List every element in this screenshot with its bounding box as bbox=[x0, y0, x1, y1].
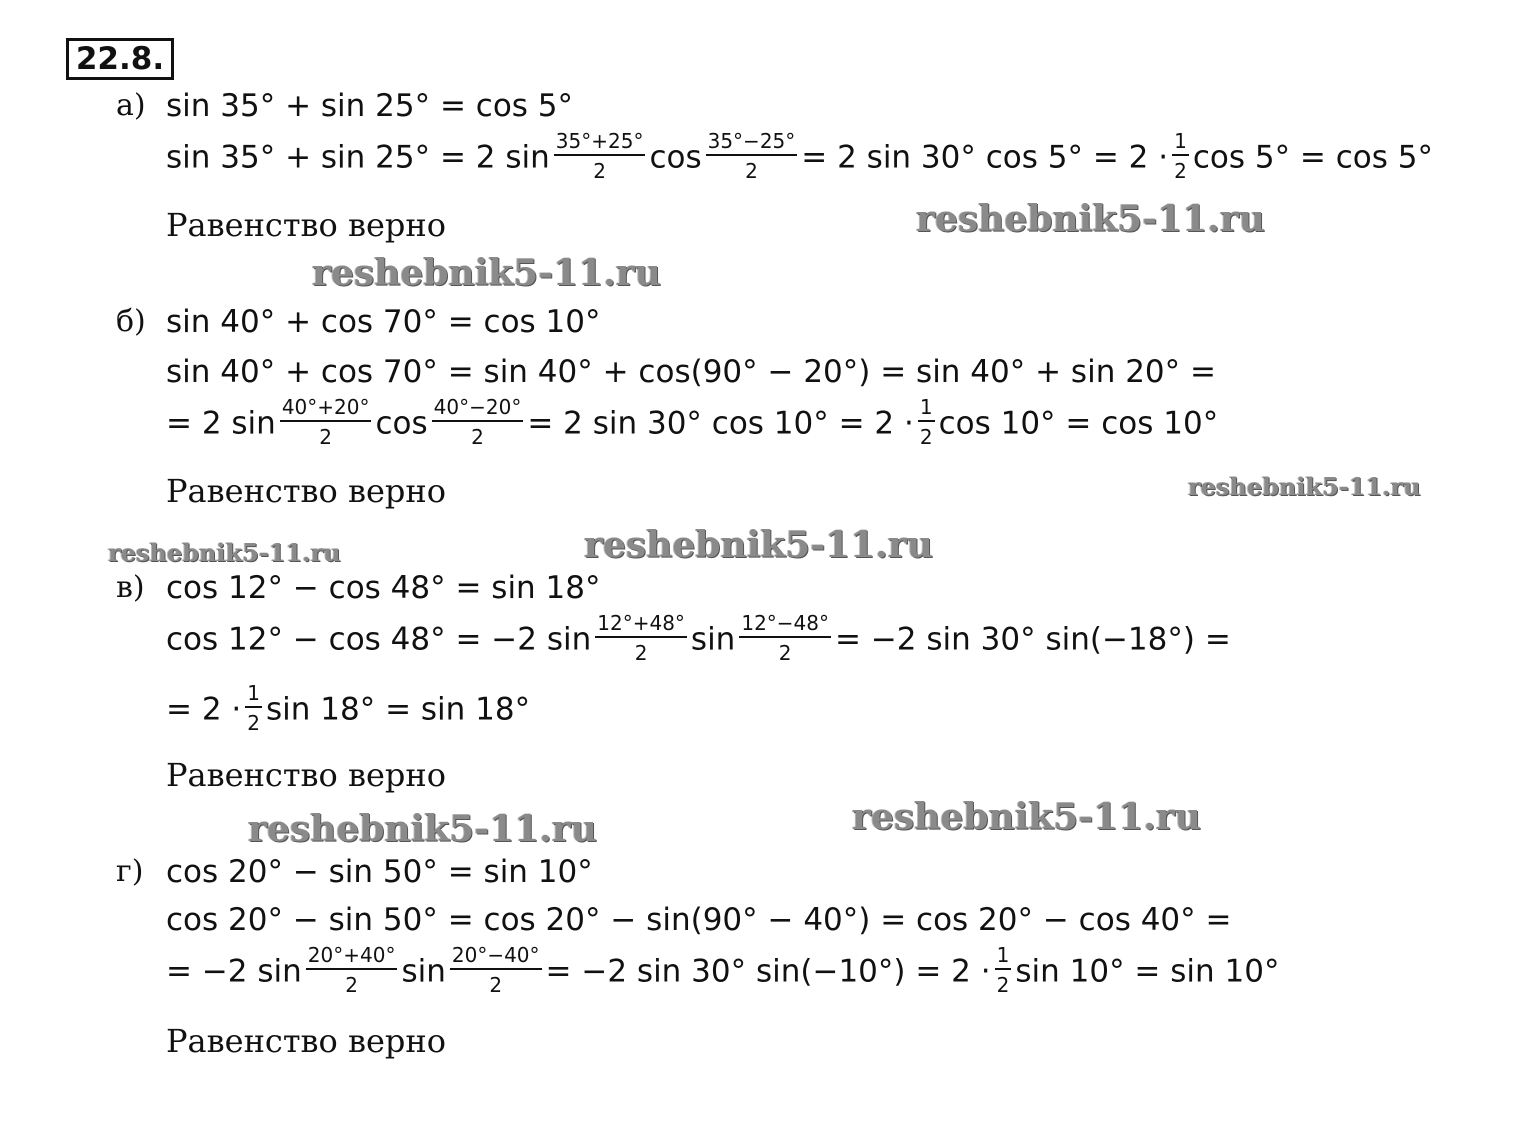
part-b-letter: б) bbox=[116, 304, 146, 339]
part-g-l2-mid2: = −2 sin 30° sin(−10°) = 2 · bbox=[545, 953, 991, 990]
part-a-l1-post: cos 5° = cos 5° bbox=[1192, 139, 1433, 176]
fraction bbox=[280, 395, 372, 449]
problem-number: 22.8. bbox=[66, 38, 174, 80]
fraction-denominator: 2 bbox=[778, 641, 792, 665]
fraction-numerator: 20°+40° bbox=[306, 943, 398, 970]
part-v-letter: в) bbox=[116, 570, 145, 605]
part-g-solution-line-1: cos 20° − sin 50° = cos 20° − sin(90° − 40°) = cos 20° − cos 40° = bbox=[166, 902, 1232, 938]
fraction bbox=[739, 611, 831, 665]
fraction-denominator: 2 bbox=[247, 711, 260, 735]
part-a-solution-line bbox=[166, 129, 1433, 186]
part-a-conclusion: Равенство верно bbox=[166, 206, 446, 244]
fraction-numerator: 1 bbox=[995, 943, 1012, 970]
watermark: reshebnik5-11.ru bbox=[312, 252, 661, 294]
part-g-l2-post: sin 10° = sin 10° bbox=[1015, 953, 1280, 990]
part-a-statement: sin 35° + sin 25° = cos 5° bbox=[166, 88, 574, 124]
part-v-l1-post: = −2 sin 30° sin(−18°) = bbox=[835, 621, 1231, 658]
part-v-l2-pre: = 2 · bbox=[166, 691, 242, 728]
part-a-letter: а) bbox=[116, 88, 146, 123]
part-g-statement: cos 20° − sin 50° = sin 10° bbox=[166, 854, 593, 890]
part-v-l1-pre: cos 12° − cos 48° = −2 sin bbox=[166, 621, 592, 658]
fraction bbox=[306, 943, 398, 997]
part-b-statement: sin 40° + cos 70° = cos 10° bbox=[166, 304, 601, 340]
fraction bbox=[995, 943, 1012, 997]
fraction bbox=[1172, 129, 1189, 183]
part-v-conclusion: Равенство верно bbox=[166, 756, 446, 794]
fraction bbox=[918, 395, 935, 449]
part-b-l2-post: cos 10° = cos 10° bbox=[938, 405, 1219, 442]
watermark: reshebnik5-11.ru bbox=[248, 808, 597, 850]
fraction-denominator: 2 bbox=[996, 973, 1010, 997]
fraction-denominator: 2 bbox=[634, 641, 648, 665]
part-b-l2-mid1: cos bbox=[375, 405, 428, 442]
part-g-l2-mid1: sin bbox=[401, 953, 446, 990]
part-v-l2-post: sin 18° = sin 18° bbox=[266, 691, 531, 728]
part-a-l1-mid1: cos bbox=[649, 139, 702, 176]
part-a-l1-pre: sin 35° + sin 25° = 2 sin bbox=[166, 139, 550, 176]
fraction-denominator: 2 bbox=[1174, 159, 1187, 183]
fraction-numerator: 40°+20° bbox=[280, 395, 372, 422]
part-v-solution-line-1 bbox=[166, 611, 1231, 668]
part-g-solution-line-2 bbox=[166, 943, 1280, 1000]
fraction bbox=[245, 681, 262, 735]
part-g-conclusion: Равенство верно bbox=[166, 1022, 446, 1060]
part-v-l1-mid1: sin bbox=[690, 621, 736, 658]
part-g-l2-pre: = −2 sin bbox=[166, 953, 302, 990]
fraction-denominator: 2 bbox=[745, 159, 758, 183]
part-v-solution-line-2 bbox=[166, 681, 531, 738]
fraction bbox=[432, 395, 524, 449]
fraction-denominator: 2 bbox=[919, 425, 933, 449]
fraction-numerator: 12°+48° bbox=[595, 611, 687, 638]
part-b-conclusion: Равенство верно bbox=[166, 472, 446, 510]
fraction-numerator: 20°−40° bbox=[450, 943, 542, 970]
fraction-numerator: 35°−25° bbox=[706, 129, 798, 156]
part-g-letter: г) bbox=[116, 854, 144, 889]
part-b-solution-line-2 bbox=[166, 395, 1219, 452]
fraction bbox=[595, 611, 687, 665]
fraction-denominator: 2 bbox=[489, 973, 503, 997]
watermark: reshebnik5-11.ru bbox=[916, 198, 1265, 240]
fraction-denominator: 2 bbox=[345, 973, 358, 997]
part-b-solution-line-1: sin 40° + cos 70° = sin 40° + cos(90° − 20°) = sin 40° + sin 20° = bbox=[166, 354, 1216, 390]
fraction bbox=[706, 129, 798, 183]
part-b-l2-mid2: = 2 sin 30° cos 10° = 2 · bbox=[527, 405, 914, 442]
fraction-numerator: 40°−20° bbox=[432, 395, 524, 422]
part-v-statement: cos 12° − cos 48° = sin 18° bbox=[166, 570, 601, 606]
watermark: reshebnik5-11.ru bbox=[852, 796, 1201, 838]
fraction-denominator: 2 bbox=[593, 159, 606, 183]
fraction-denominator: 2 bbox=[471, 425, 484, 449]
part-a-l1-mid2: = 2 sin 30° cos 5° = 2 · bbox=[801, 139, 1169, 176]
fraction-numerator: 1 bbox=[918, 395, 935, 422]
fraction-numerator: 1 bbox=[1172, 129, 1189, 156]
watermark: reshebnik5-11.ru bbox=[1188, 472, 1421, 501]
watermark: reshebnik5-11.ru bbox=[108, 538, 341, 567]
part-b-l2-pre: = 2 sin bbox=[166, 405, 276, 442]
fraction-denominator: 2 bbox=[319, 425, 333, 449]
fraction bbox=[450, 943, 542, 997]
fraction-numerator: 1 bbox=[245, 681, 262, 708]
fraction-numerator: 12°−48° bbox=[739, 611, 831, 638]
watermark: reshebnik5-11.ru bbox=[584, 524, 933, 566]
fraction bbox=[554, 129, 646, 183]
fraction-numerator: 35°+25° bbox=[554, 129, 646, 156]
